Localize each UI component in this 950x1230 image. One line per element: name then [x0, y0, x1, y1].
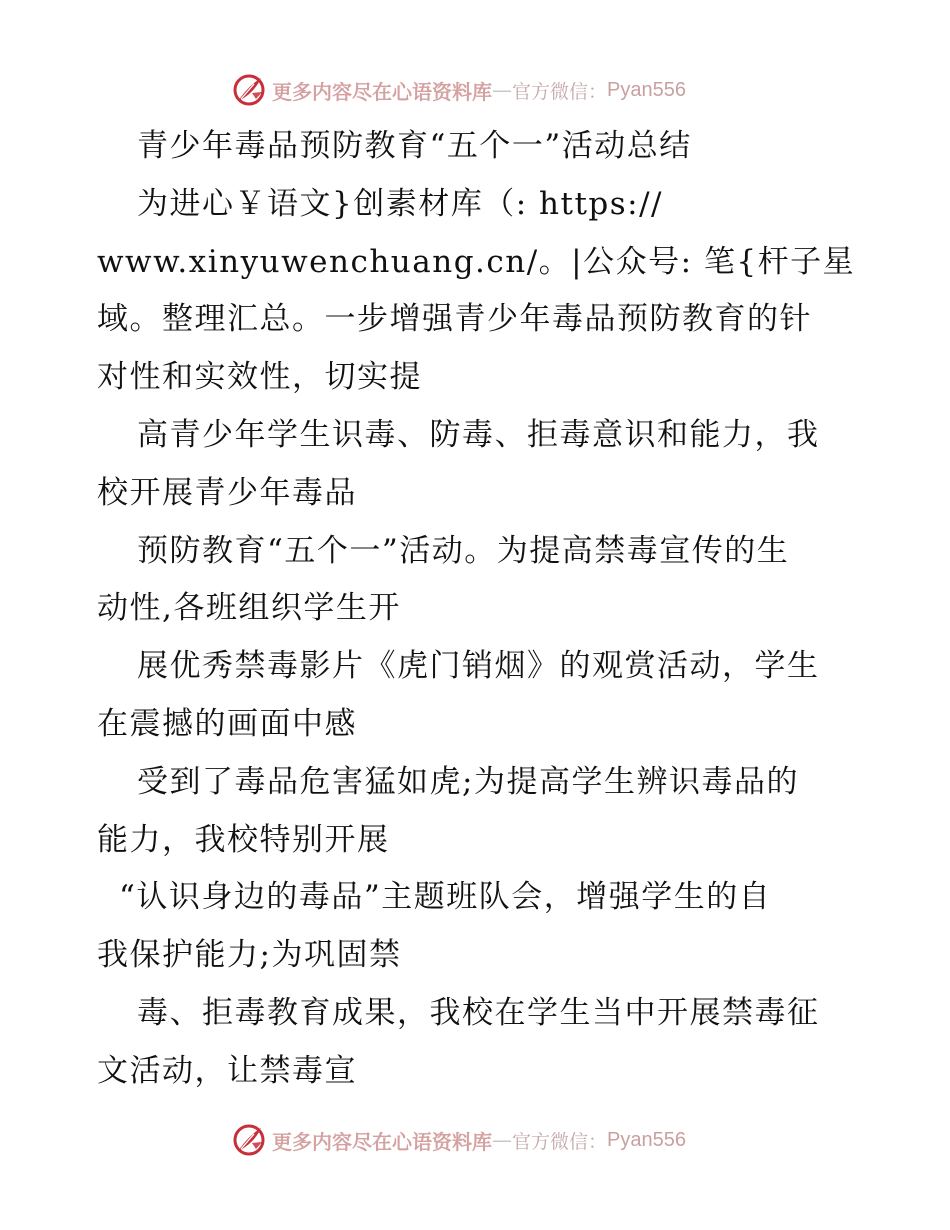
- banner-main-text: 更多内容尽在心语资料库: [272, 79, 492, 104]
- text-line: 预防教育“五个一”活动。为提高禁毒宣传的生: [137, 532, 790, 569]
- text-line: 文活动，让禁毒宣: [97, 1052, 357, 1089]
- text-line: 受到了毒品危害猛如虎;为提高学生辨识毒品的: [137, 763, 799, 800]
- text-line: 校开展青少年毒品: [97, 474, 357, 511]
- banner-wechat-label: 官方微信：: [512, 80, 608, 103]
- banner-dash: —: [492, 78, 512, 102]
- banner-main-text: 更多内容尽在心语资料库: [272, 1129, 492, 1154]
- document-title: 青少年毒品预防教育“五个一”活动总结: [137, 128, 692, 164]
- text-line: 为进心￥语文}创素材库（: https://: [137, 185, 663, 222]
- banner-wechat-id: Pyan556: [607, 1128, 686, 1151]
- feather-pen-logo-icon: [232, 1123, 266, 1157]
- footer-watermark-banner: [232, 1120, 686, 1160]
- header-watermark-banner: [232, 70, 686, 110]
- text-line: 动性,各班组织学生开: [97, 590, 401, 627]
- text-line: 在震撼的画面中感: [97, 705, 357, 742]
- text-line: 高青少年学生识毒、防毒、拒毒意识和能力，我: [137, 416, 820, 453]
- text-line: 我保护能力;为巩固禁: [97, 937, 402, 974]
- text-line: 毒、拒毒教育成果，我校在学生当中开展禁毒征: [137, 994, 820, 1031]
- text-line: www.xinyuwenchuang.cn/。|公众号: 笔{杆子星: [97, 243, 856, 280]
- document-body: [97, 118, 857, 1101]
- text-line: 能力，我校特别开展: [97, 821, 390, 858]
- feather-pen-logo-icon: [232, 73, 266, 107]
- text-line: 对性和实效性，切实提: [97, 359, 422, 396]
- banner-dash: —: [492, 1128, 512, 1152]
- text-line: “认识身边的毒品”主题班队会，增强学生的自: [119, 879, 772, 916]
- banner-wechat-label: 官方微信：: [512, 1130, 608, 1153]
- banner-wechat-id: Pyan556: [607, 78, 686, 101]
- text-line: 展优秀禁毒影片《虎门销烟》的观赏活动，学生: [137, 648, 820, 685]
- text-line: 域。整理汇总。一步增强青少年毒品预防教育的针: [97, 301, 812, 338]
